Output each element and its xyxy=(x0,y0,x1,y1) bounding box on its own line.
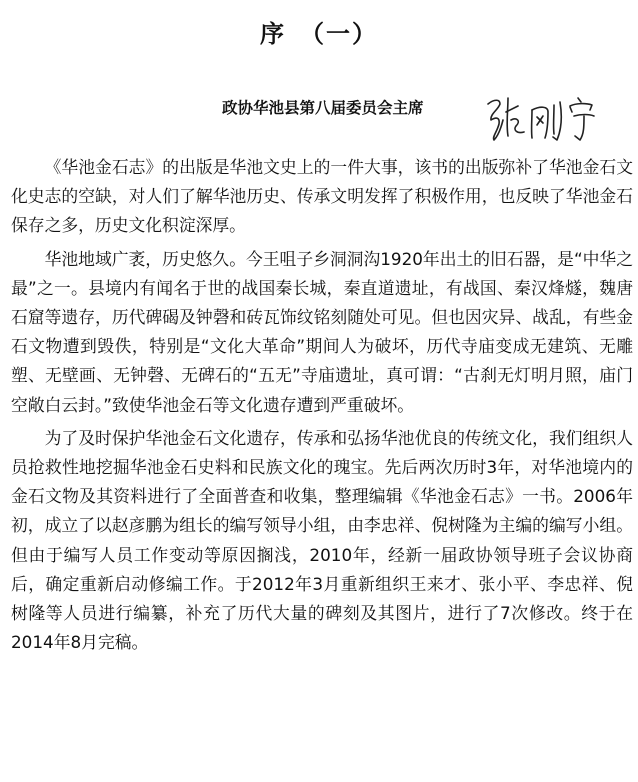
paragraph: 《华池金石志》的出版是华池文史上的一件大事，该书的出版弥补了华池金石文化史志的空缺，对人们了解华池历史、传承文明发挥了积极作用，也反映了华池金石保存之多，历史文化积淀深厚。 xyxy=(11,157,633,236)
preface-body xyxy=(11,153,633,657)
paragraph: 为了及时保护华池金石文化遗存，传承和弘扬华池优良的传统文化，我们组织人员抢救性地挖掘华池金石史料和民族文化的瑰宝。先后两次历时3年，对华池境内的金石文物及其资料进行了全面普查和收集，整理编辑《华池金石志》一书。2006年初，成立了以赵彦鹏为组长的编写领导小组，由李忠祥、倪树隆为主编的编写小组。但由于编写人员工作变动等原因搁浅，2010年，经新一届政协领导班子会议协商后，确定重新启动修编工作。于2012年3月重新组织王来才、张小平、李忠祥、倪树隆等人员进行编纂，补充了历代大量的碑刻及其图片，进行了7次修改。终于在2014年8月完稿。 xyxy=(11,427,633,653)
author-title: 政协华池县第八届委员会主席 xyxy=(222,98,424,117)
handwritten-signature xyxy=(484,90,606,146)
byline-row xyxy=(222,94,638,148)
paragraph: 华池地域广袤，历史悠久。今王咀子乡洞洞沟1920年出土的旧石器，是“中华之最”之一。县境内有闻名于世的战国秦长城，秦直道遗址，有战国、秦汉烽燧，魏唐石窟等遗存，历代碑碣及钟磬和砖瓦饰纹铭刻随处可见。但也因灾异、战乱，有些金石文物遭到毁佚，特别是“文化大革命”期间人为破坏，历代寺庙变成无建筑、无雕塑、无壁画、无钟磬、无碑石的“五无”寺庙遗址，真可谓：“古刹无灯明月照，庙门空敞白云封。”致使华池金石等文化遗存遭到严重破坏。 xyxy=(11,248,633,415)
page-title: 序 （一） xyxy=(260,19,378,48)
